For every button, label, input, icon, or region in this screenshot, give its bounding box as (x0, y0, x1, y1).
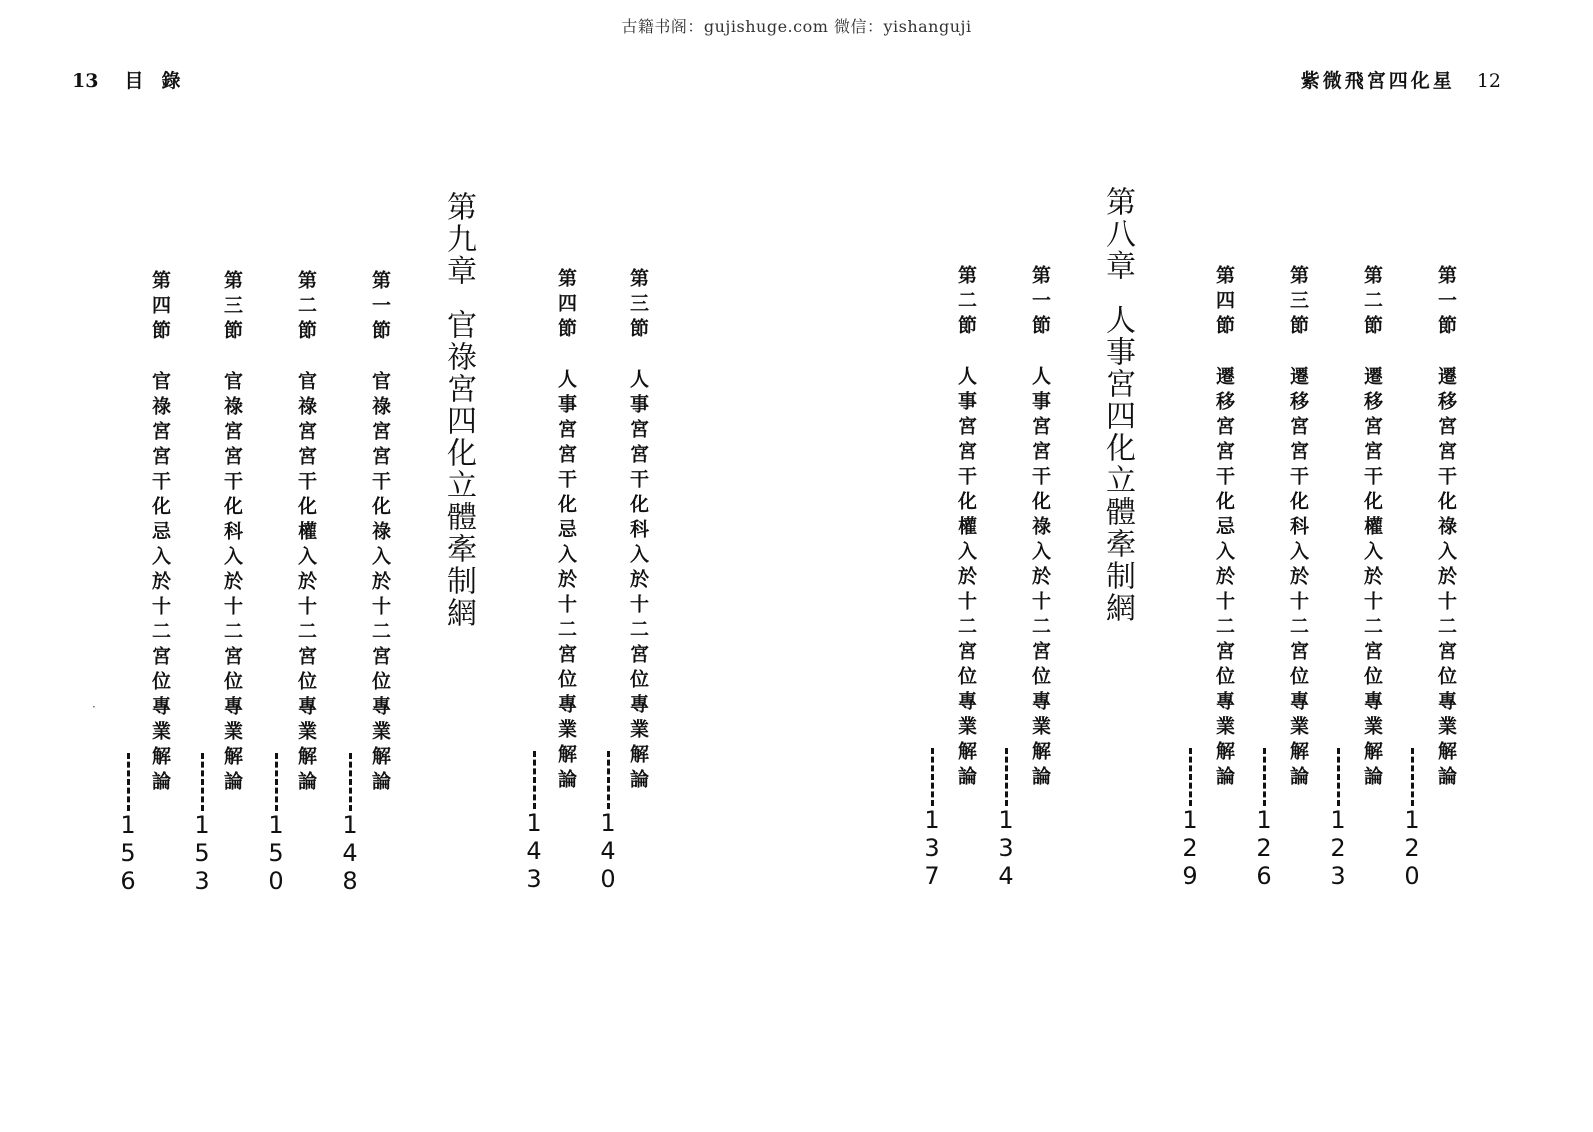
section-label: 第一節 (1435, 265, 1457, 340)
toc-entry[interactable] (1362, 265, 1381, 791)
left-page-number: 13 (72, 70, 99, 92)
toc-leader (114, 747, 142, 895)
section-label: 第三節 (1287, 265, 1309, 340)
section-page-number: 156 (114, 811, 142, 895)
dash-leader (1005, 748, 1008, 806)
toc-leader (188, 747, 216, 895)
section-title: 官祿宮宮干化祿入於十二宮位專業解論 (369, 371, 391, 796)
section-label: 第二節 (1361, 265, 1383, 340)
watermark-text: 古籍书阁：gujishuge.com 微信：yishanguji (621, 17, 972, 36)
left-page-header (72, 66, 198, 93)
toc-entry[interactable] (628, 268, 647, 794)
section-title: 遷移宮宮干化權入於十二宮位專業解論 (1361, 366, 1383, 791)
section-page-number: 153 (188, 811, 216, 895)
dash-leader (1189, 748, 1192, 806)
section-page-number: 150 (262, 811, 290, 895)
chapter-label: 第八章 (1100, 186, 1135, 282)
section-page-number: 137 (918, 806, 946, 890)
right-page-number: 12 (1476, 70, 1501, 92)
section-title: 官祿宮宮干化權入於十二宮位專業解論 (295, 371, 317, 796)
dash-leader (1411, 748, 1414, 806)
toc-leader (1324, 742, 1352, 890)
scan-speck: · (92, 700, 96, 714)
toc-entry[interactable] (1436, 265, 1455, 791)
toc-entry[interactable] (1288, 265, 1307, 791)
dash-leader (533, 751, 536, 809)
section-title: 人事宮宮干化忌入於十二宮位專業解論 (555, 369, 577, 794)
section-page-number: 134 (992, 806, 1020, 890)
section-label: 第二節 (955, 265, 977, 340)
section-label: 第三節 (627, 268, 649, 343)
section-label: 第四節 (1213, 265, 1235, 340)
toc-leader (1398, 742, 1426, 890)
toc-entry[interactable] (956, 265, 975, 791)
toc-leader (1176, 742, 1204, 890)
toc-leader (336, 747, 364, 895)
toc-leader (992, 742, 1020, 890)
section-page-number: 129 (1176, 806, 1204, 890)
toc-entry[interactable] (1214, 265, 1233, 791)
toc-leader (520, 745, 548, 893)
section-label: 第三節 (221, 270, 243, 345)
dash-leader (201, 753, 204, 811)
left-running-title: 目錄 (124, 70, 199, 92)
right-running-title: 紫微飛宮四化星 (1300, 70, 1455, 92)
section-title: 遷移宮宮干化忌入於十二宮位專業解論 (1213, 366, 1235, 791)
section-page-number: 126 (1250, 806, 1278, 890)
section-title: 人事宮宮干化祿入於十二宮位專業解論 (1029, 366, 1051, 791)
toc-leader (594, 745, 622, 893)
toc-entry[interactable] (222, 270, 241, 796)
section-title: 官祿宮宮干化科入於十二宮位專業解論 (221, 371, 243, 796)
section-title: 遷移宮宮干化祿入於十二宮位專業解論 (1435, 366, 1457, 791)
section-title: 人事宮宮干化權入於十二宮位專業解論 (955, 366, 977, 791)
dash-leader (127, 753, 130, 811)
section-page-number: 148 (336, 811, 364, 895)
toc-leader (918, 742, 946, 890)
chapter-title: 官祿宮四化立體牽制網 (441, 309, 476, 629)
dash-leader (607, 751, 610, 809)
section-page-number: 143 (520, 809, 548, 893)
chapter-title: 人事宮四化立體牽制網 (1100, 304, 1135, 624)
section-title: 官祿宮宮干化忌入於十二宮位專業解論 (149, 371, 171, 796)
section-label: 第二節 (295, 270, 317, 345)
dash-leader (1263, 748, 1266, 806)
section-title: 遷移宮宮干化科入於十二宮位專業解論 (1287, 366, 1309, 791)
dash-leader (275, 753, 278, 811)
chapter-9-heading (441, 191, 476, 629)
chapter-label: 第九章 (441, 191, 476, 287)
toc-entry[interactable] (556, 268, 575, 794)
section-label: 第四節 (149, 270, 171, 345)
section-page-number: 140 (594, 809, 622, 893)
dash-leader (349, 753, 352, 811)
section-title: 人事宮宮干化科入於十二宮位專業解論 (627, 369, 649, 794)
right-page-header (1301, 66, 1501, 93)
section-page-number: 123 (1324, 806, 1352, 890)
toc-leader (1250, 742, 1278, 890)
toc-entry[interactable] (370, 270, 389, 796)
toc-entry[interactable] (296, 270, 315, 796)
section-label: 第一節 (1029, 265, 1051, 340)
toc-leader (262, 747, 290, 895)
section-page-number: 120 (1398, 806, 1426, 890)
dash-leader (931, 748, 934, 806)
toc-entry[interactable] (150, 270, 169, 796)
section-label: 第四節 (555, 268, 577, 343)
toc-entry[interactable] (1030, 265, 1049, 791)
dash-leader (1337, 748, 1340, 806)
section-label: 第一節 (369, 270, 391, 345)
chapter-8-heading (1100, 186, 1135, 624)
